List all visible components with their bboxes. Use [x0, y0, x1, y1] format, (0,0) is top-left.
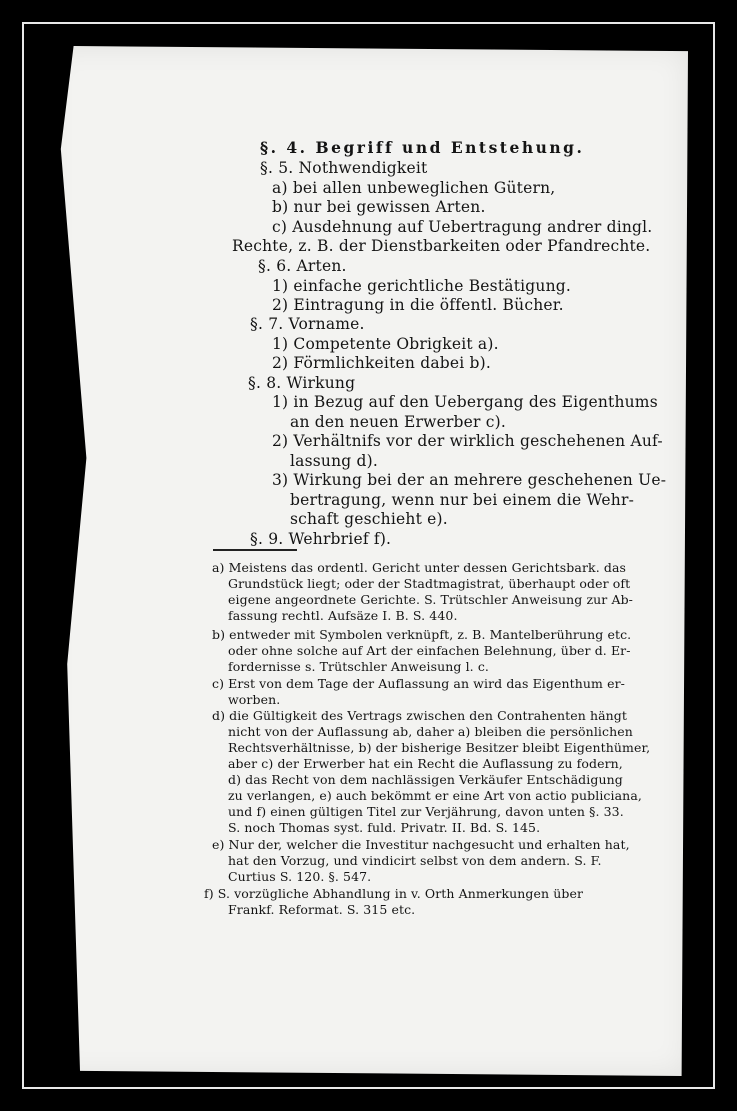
footnote-line: und f) einen gültigen Titel zur Verjährung, davon unten §. 33.: [228, 804, 624, 819]
outline-line: bertragung, wenn nur bei einem die Wehr-: [290, 491, 635, 509]
footnote-line: S. noch Thomas syst. fuld. Privatr. II. Bd. S. 145.: [228, 820, 541, 835]
footnote-line: fassung rechtl. Aufsäze I. B. S. 440.: [228, 608, 458, 623]
footnote-line: worben.: [228, 692, 281, 707]
footnote-b: b) entweder mit Symbolen verknüpft, z. B. Mantelberührung etc.: [212, 627, 632, 642]
footnote-line: Curtius S. 120. §. 547.: [228, 869, 372, 884]
footnote-line: d) das Recht von dem nachlässigen Verkäufer Entschädigung: [228, 772, 623, 787]
footnote-line: eigene angeordnete Gerichte. S. Trütschler Anweisung zur Ab-: [228, 592, 633, 607]
section-8-heading: §. 8. Wirkung: [248, 374, 356, 392]
section-4-heading: §. 4. Begriff und Entstehung.: [260, 138, 585, 157]
footnote-line: hat den Vorzug, und vindicirt selbst von dem andern. S. F.: [228, 853, 602, 868]
footnote-e: e) Nur der, welcher die Investitur nachgesucht und erhalten hat,: [212, 837, 630, 852]
outline-line: 2) Förmlichkeiten dabei b).: [272, 354, 492, 372]
section-7-heading: §. 7. Vorname.: [250, 315, 365, 333]
footnote-line: oder ohne solche auf Art der einfachen Belehnung, über d. Er-: [228, 643, 631, 658]
outline-line: Rechte, z. B. der Dienstbarkeiten oder Pfandrechte.: [232, 237, 651, 255]
footnote-a: a) Meistens das ordentl. Gericht unter dessen Gerichtsbark. das: [212, 560, 627, 575]
outline-line: a) bei allen unbeweglichen Gütern,: [272, 179, 556, 197]
footnote-line: nicht von der Auflassung ab, daher a) bleiben die persönlichen: [228, 724, 633, 739]
outline-line: lassung d).: [290, 452, 379, 470]
outline-line: an den neuen Erwerber c).: [290, 413, 507, 431]
section-6-heading: §. 6. Arten.: [258, 257, 347, 275]
outline-line: 3) Wirkung bei der an mehrere geschehenen Ue-: [272, 471, 667, 489]
outline-line: b) nur bei gewissen Arten.: [272, 198, 486, 216]
footnote-line: Rechtsverhältnisse, b) der bisherige Besitzer bleibt Eigenthümer,: [228, 740, 651, 755]
outline-line: 1) einfache gerichtliche Bestätigung.: [272, 277, 572, 295]
footnote-f: f) S. vorzügliche Abhandlung in v. Orth Anmerkungen über: [204, 886, 584, 901]
footnote-line: Grundstück liegt; oder der Stadtmagistrat, überhaupt oder oft: [228, 576, 631, 591]
footnote-line: Frankf. Reformat. S. 315 etc.: [228, 902, 416, 917]
outline-line: 2) Eintragung in die öffentl. Bücher.: [272, 296, 564, 314]
section-9-heading: §. 9. Wehrbrief f).: [250, 530, 392, 548]
outline-line: 1) Competente Obrigkeit a).: [272, 335, 499, 353]
footnote-line: aber c) der Erwerber hat ein Recht die Auflassung zu fodern,: [228, 756, 623, 771]
footnote-line: zu verlangen, e) auch bekömmt er eine Art von actio publiciana,: [228, 788, 642, 803]
section-5-heading: §. 5. Nothwendigkeit: [260, 159, 428, 177]
footnote-d: d) die Gültigkeit des Vertrags zwischen den Contrahenten hängt: [212, 708, 628, 723]
outline-line: schaft geschieht e).: [290, 510, 448, 528]
outline-line: c) Ausdehnung auf Uebertragung andrer dingl.: [272, 218, 653, 236]
footnote-line: fordernisse s. Trütschler Anweisung l. c.: [228, 659, 489, 674]
footnote-separator: [213, 549, 297, 551]
outline-line: 2) Verhältnifs vor der wirklich geschehenen Auf-: [272, 432, 663, 450]
footnote-c: c) Erst von dem Tage der Auflassung an wird das Eigenthum er-: [212, 676, 625, 691]
outline-line: 1) in Bezug auf den Uebergang des Eigenthums: [272, 393, 658, 411]
